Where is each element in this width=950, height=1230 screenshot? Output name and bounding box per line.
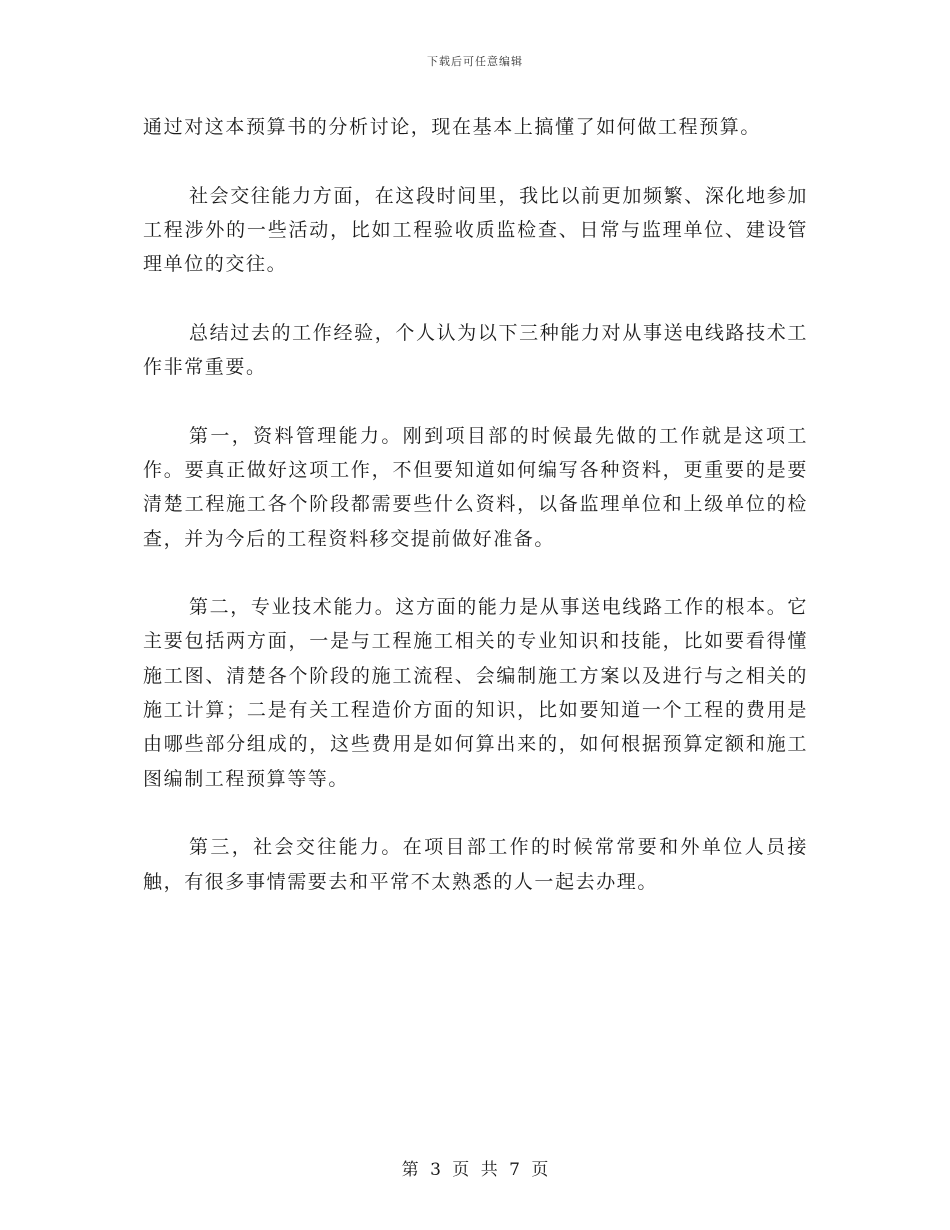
- paragraph-summary: 总结过去的工作经验，个人认为以下三种能力对从事送电线路技术工作非常重要。: [143, 321, 808, 379]
- document-body: [143, 110, 808, 933]
- paragraph-first-ability: 第一，资料管理能力。刚到项目部的时候最先做的工作就是这项工作。要真正做好这项工作，不但要知道如何编写各种资料，更重要的是要清楚工程施工各个阶段都需要些什么资料，以备监理单位和上级单位的检查，并为今后的工程资料移交提前做好准备。: [143, 424, 808, 550]
- paragraph-social-skills: 社会交往能力方面，在这段时间里，我比以前更加频繁、深化地参加工程涉外的一些活动，比如工程验收质监检查、日常与监理单位、建设管理单位的交往。: [143, 184, 808, 276]
- paragraph-continuation: 通过对这本预算书的分析讨论，现在基本上搞懂了如何做工程预算。: [143, 116, 762, 138]
- paragraph-second-ability: 第二，专业技术能力。这方面的能力是从事送电线路工作的根本。它主要包括两方面，一是与工程施工相关的专业知识和技能，比如要看得懂施工图、清楚各个阶段的施工流程、会编制施工方案以及进行与之相关的施工计算；二是有关工程造价方面的知识，比如要知道一个工程的费用是由哪些部分组成的，这些费用是如何算出来的，如何根据预算定额和施工图编制工程预算等等。: [143, 596, 808, 790]
- paragraph-third-ability: 第三，社会交往能力。在项目部工作的时候常常要和外单位人员接触，有很多事情需要去和平常不太熟悉的人一起去办理。: [143, 836, 808, 893]
- header-note: 下载后可任意编辑: [427, 55, 523, 68]
- page-number: 第 3 页 共 7 页: [401, 1160, 549, 1180]
